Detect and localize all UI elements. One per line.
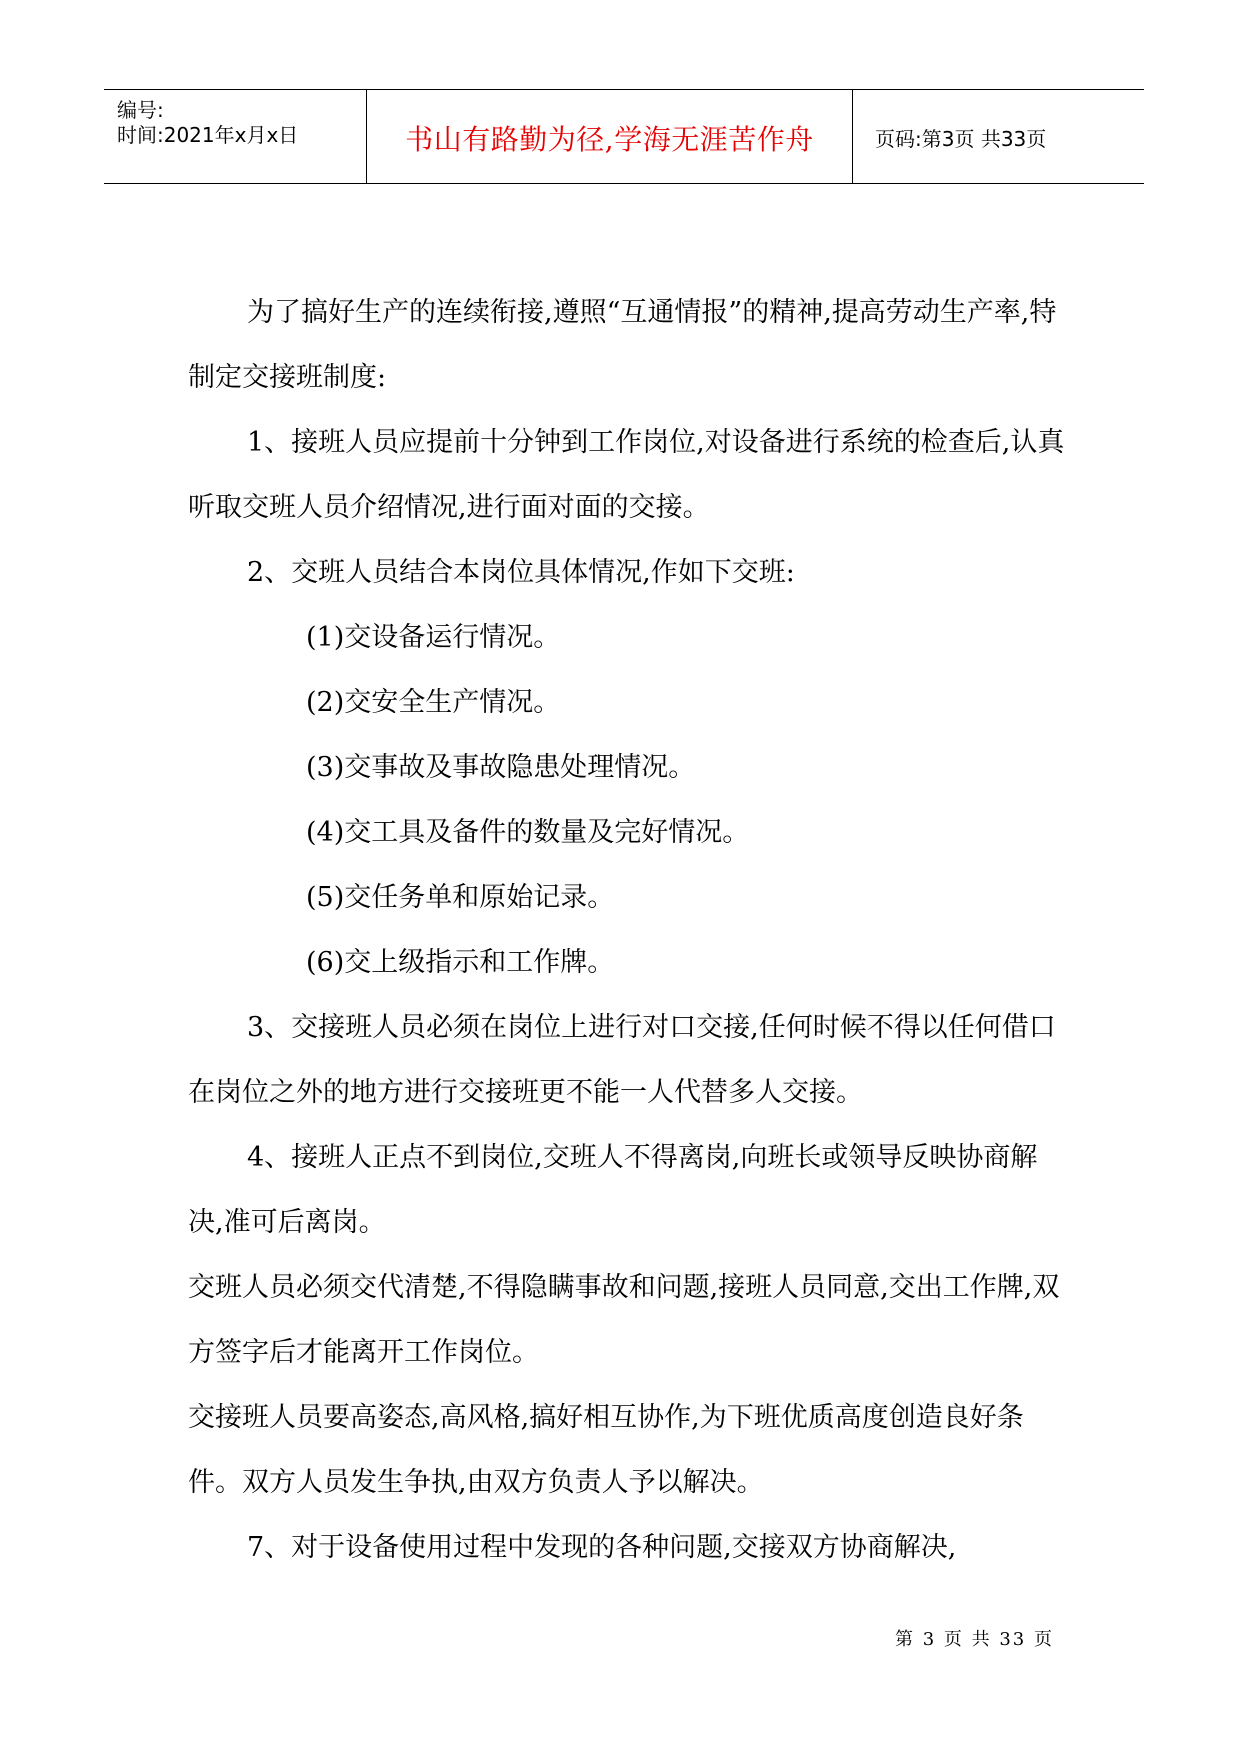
paragraph-item-2: 2、交班人员结合本岗位具体情况,作如下交班: <box>247 557 795 588</box>
sub-item: (6)交上级指示和工作牌。 <box>306 947 615 978</box>
document-body <box>188 280 1068 1580</box>
page-footer: 第 3 页 共 33 页 <box>895 1629 1054 1650</box>
motto-text: 书山有路勤为径,学海无涯苦作舟 <box>405 123 814 156</box>
paragraph-handover: 交班人员必须交代清楚,不得隐瞒事故和问题,接班人员同意,交出工作牌,双方签字后才能离开工作岗位。 <box>188 1272 1060 1368</box>
sub-item: (4)交工具及备件的数量及完好情况。 <box>306 817 750 848</box>
paragraph-intro: 为了搞好生产的连续衔接,遵照“互通情报”的精神,提高劳动生产率,特制定交接班制度: <box>188 297 1057 393</box>
sub-item: (2)交安全生产情况。 <box>306 687 561 718</box>
date-label: 时间:2021年x月x日 <box>117 123 299 147</box>
page-header <box>104 89 1144 184</box>
paragraph-item-7: 7、对于设备使用过程中发现的各种问题,交接双方协商解决, <box>247 1532 957 1563</box>
paragraph-cooperation: 交接班人员要高姿态,高风格,搞好相互协作,为下班优质高度创造良好条件。双方人员发生争执,由双方负责人予以解决。 <box>188 1402 1024 1498</box>
sub-item: (5)交任务单和原始记录。 <box>306 882 615 913</box>
sub-item: (1)交设备运行情况。 <box>306 622 561 653</box>
header-page-cell <box>853 90 1144 183</box>
header-motto-cell <box>367 90 853 183</box>
serial-number-label: 编号: <box>117 98 164 122</box>
header-info-cell <box>104 90 367 183</box>
sub-item: (3)交事故及事故隐患处理情况。 <box>306 752 696 783</box>
paragraph-item-3: 3、交接班人员必须在岗位上进行对口交接,任何时候不得以任何借口在岗位之外的地方进行交接班更不能一人代替多人交接。 <box>188 1012 1056 1108</box>
paragraph-item-1: 1、接班人员应提前十分钟到工作岗位,对设备进行系统的检查后,认真听取交班人员介绍情况,进行面对面的交接。 <box>188 427 1065 523</box>
header-page-number: 页码:第3页 共33页 <box>875 127 1047 151</box>
paragraph-item-4: 4、接班人正点不到岗位,交班人不得离岗,向班长或领导反映协商解决,准可后离岗。 <box>188 1142 1038 1238</box>
